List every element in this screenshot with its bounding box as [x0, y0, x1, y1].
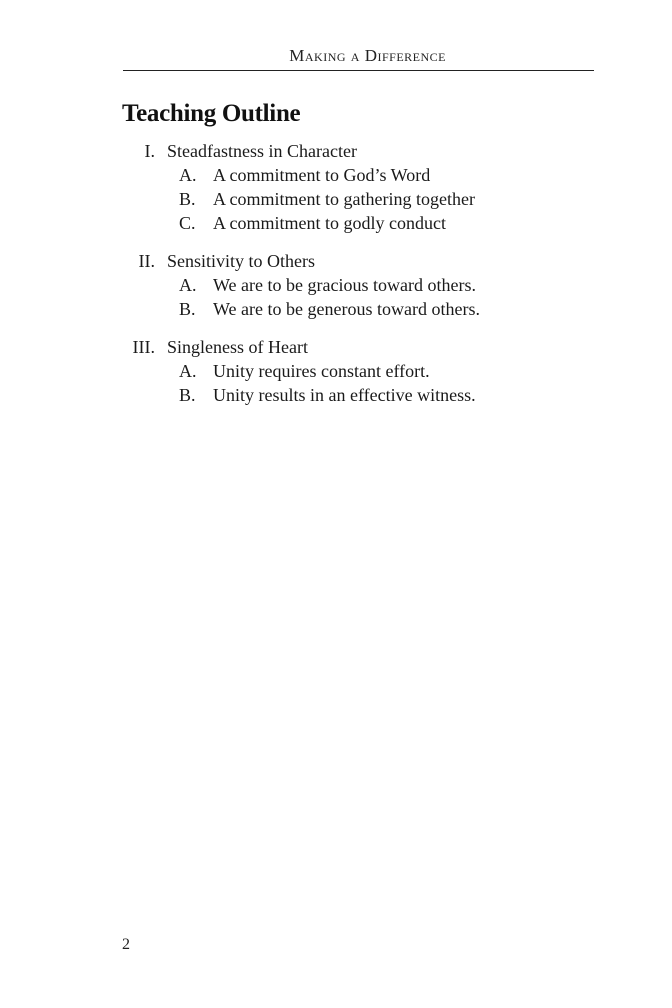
point-numeral: III.: [132, 337, 155, 357]
running-header: [123, 44, 594, 71]
point-numeral: I.: [144, 141, 155, 161]
point-numeral: II.: [138, 251, 155, 271]
subpoint-text: A commitment to God’s Word: [213, 165, 431, 185]
point-heading: [122, 139, 592, 163]
subpoint-letter: B.: [179, 299, 196, 319]
outline-point-2: [122, 249, 592, 321]
subpoint: [122, 163, 592, 187]
section-title: Teaching Outline: [122, 100, 301, 127]
running-header-title: Making a Difference: [289, 46, 446, 65]
subpoint: [122, 211, 592, 235]
subpoint-letter: A.: [179, 165, 197, 185]
subpoint-text: A commitment to gathering together: [213, 189, 475, 209]
point-title: Sensitivity to Others: [167, 251, 315, 271]
subpoint-text: We are to be gracious toward others.: [213, 275, 476, 295]
subpoint-letter: B.: [179, 385, 196, 405]
subpoint-text: We are to be generous toward others.: [213, 299, 480, 319]
subpoint: [122, 273, 592, 297]
subpoint-letter: C.: [179, 213, 196, 233]
point-heading: [122, 249, 592, 273]
point-title: Steadfastness in Character: [167, 141, 357, 161]
subpoint-text: Unity requires constant effort.: [213, 361, 430, 381]
subpoint: [122, 383, 592, 407]
subpoint-letter: A.: [179, 275, 197, 295]
subpoint: [122, 359, 592, 383]
outline-point-3: [122, 335, 592, 407]
point-heading: [122, 335, 592, 359]
subpoint-text: Unity results in an effective witness.: [213, 385, 476, 405]
subpoint-letter: B.: [179, 189, 196, 209]
page-number: 2: [122, 936, 130, 953]
point-title: Singleness of Heart: [167, 337, 308, 357]
subpoint: [122, 297, 592, 321]
subpoint-text: A commitment to godly conduct: [213, 213, 446, 233]
subpoint-letter: A.: [179, 361, 197, 381]
subpoint: [122, 187, 592, 211]
teaching-outline: [122, 139, 592, 421]
outline-point-1: [122, 139, 592, 235]
